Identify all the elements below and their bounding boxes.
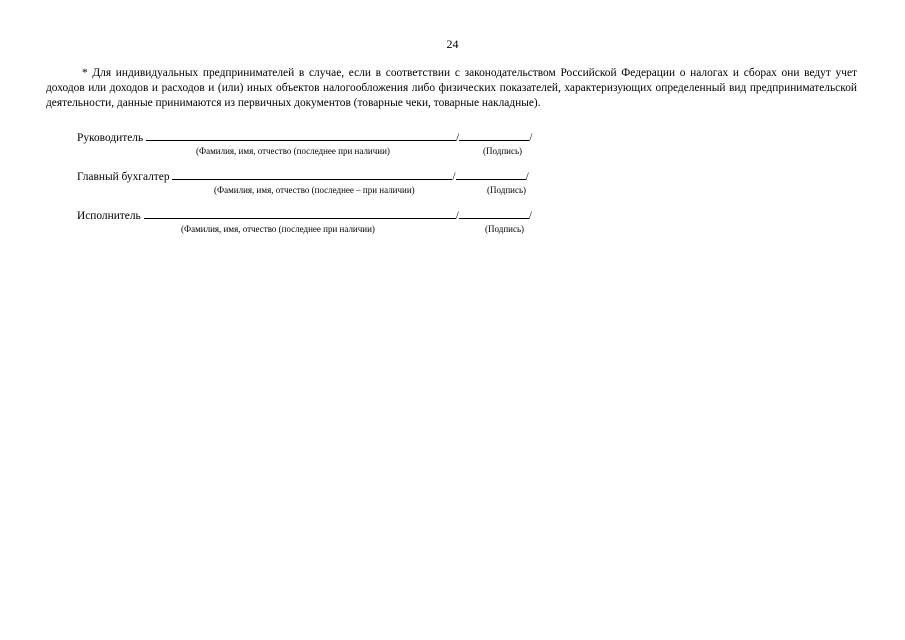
executor-role-label: Исполнитель [77, 210, 141, 222]
director-name-caption: (Фамилия, имя, отчество (последнее при наличии) [196, 146, 390, 156]
director-name-field[interactable] [146, 129, 456, 141]
footnote-text: * Для индивидуальных предпринимателей в случае, если в соответствии с законодательством Российской Федерации о налогах и сборах они ведут учет доходов или доходов и расходов и (или) иных объектов налогообложения либо физических показателей, характеризующих определенный вид предпринимательской деятельности, данные принимаются из первичных документов (товарные чеки, товарные накладные). [46, 67, 857, 109]
executor-name-field[interactable] [144, 207, 456, 219]
separator-slash: / [456, 132, 460, 144]
accountant-role-label: Главный бухгалтер [77, 171, 170, 183]
accountant-signature-line [77, 168, 529, 182]
page-number: 24 [446, 37, 459, 51]
separator-slash: / [455, 210, 459, 222]
separator-slash: / [452, 171, 456, 183]
director-role-label: Руководитель [77, 132, 144, 144]
separator-slash: / [529, 132, 533, 144]
executor-name-caption: (Фамилия, имя, отчество (последнее при наличии) [181, 224, 375, 234]
accountant-sign-caption: (Подпись) [487, 185, 527, 195]
executor-signature-line [77, 207, 532, 221]
accountant-name-caption: (Фамилия, имя, отчество (последнее – при наличии) [214, 185, 415, 195]
director-sign-caption: (Подпись) [483, 146, 523, 156]
director-signature-line [77, 129, 532, 143]
accountant-name-field[interactable] [172, 168, 452, 180]
accountant-signature-field[interactable] [456, 168, 526, 180]
director-signature-field[interactable] [459, 129, 529, 141]
separator-slash: / [525, 171, 529, 183]
executor-sign-caption: (Подпись) [485, 224, 525, 234]
separator-slash: / [528, 210, 532, 222]
executor-signature-field[interactable] [459, 207, 529, 219]
